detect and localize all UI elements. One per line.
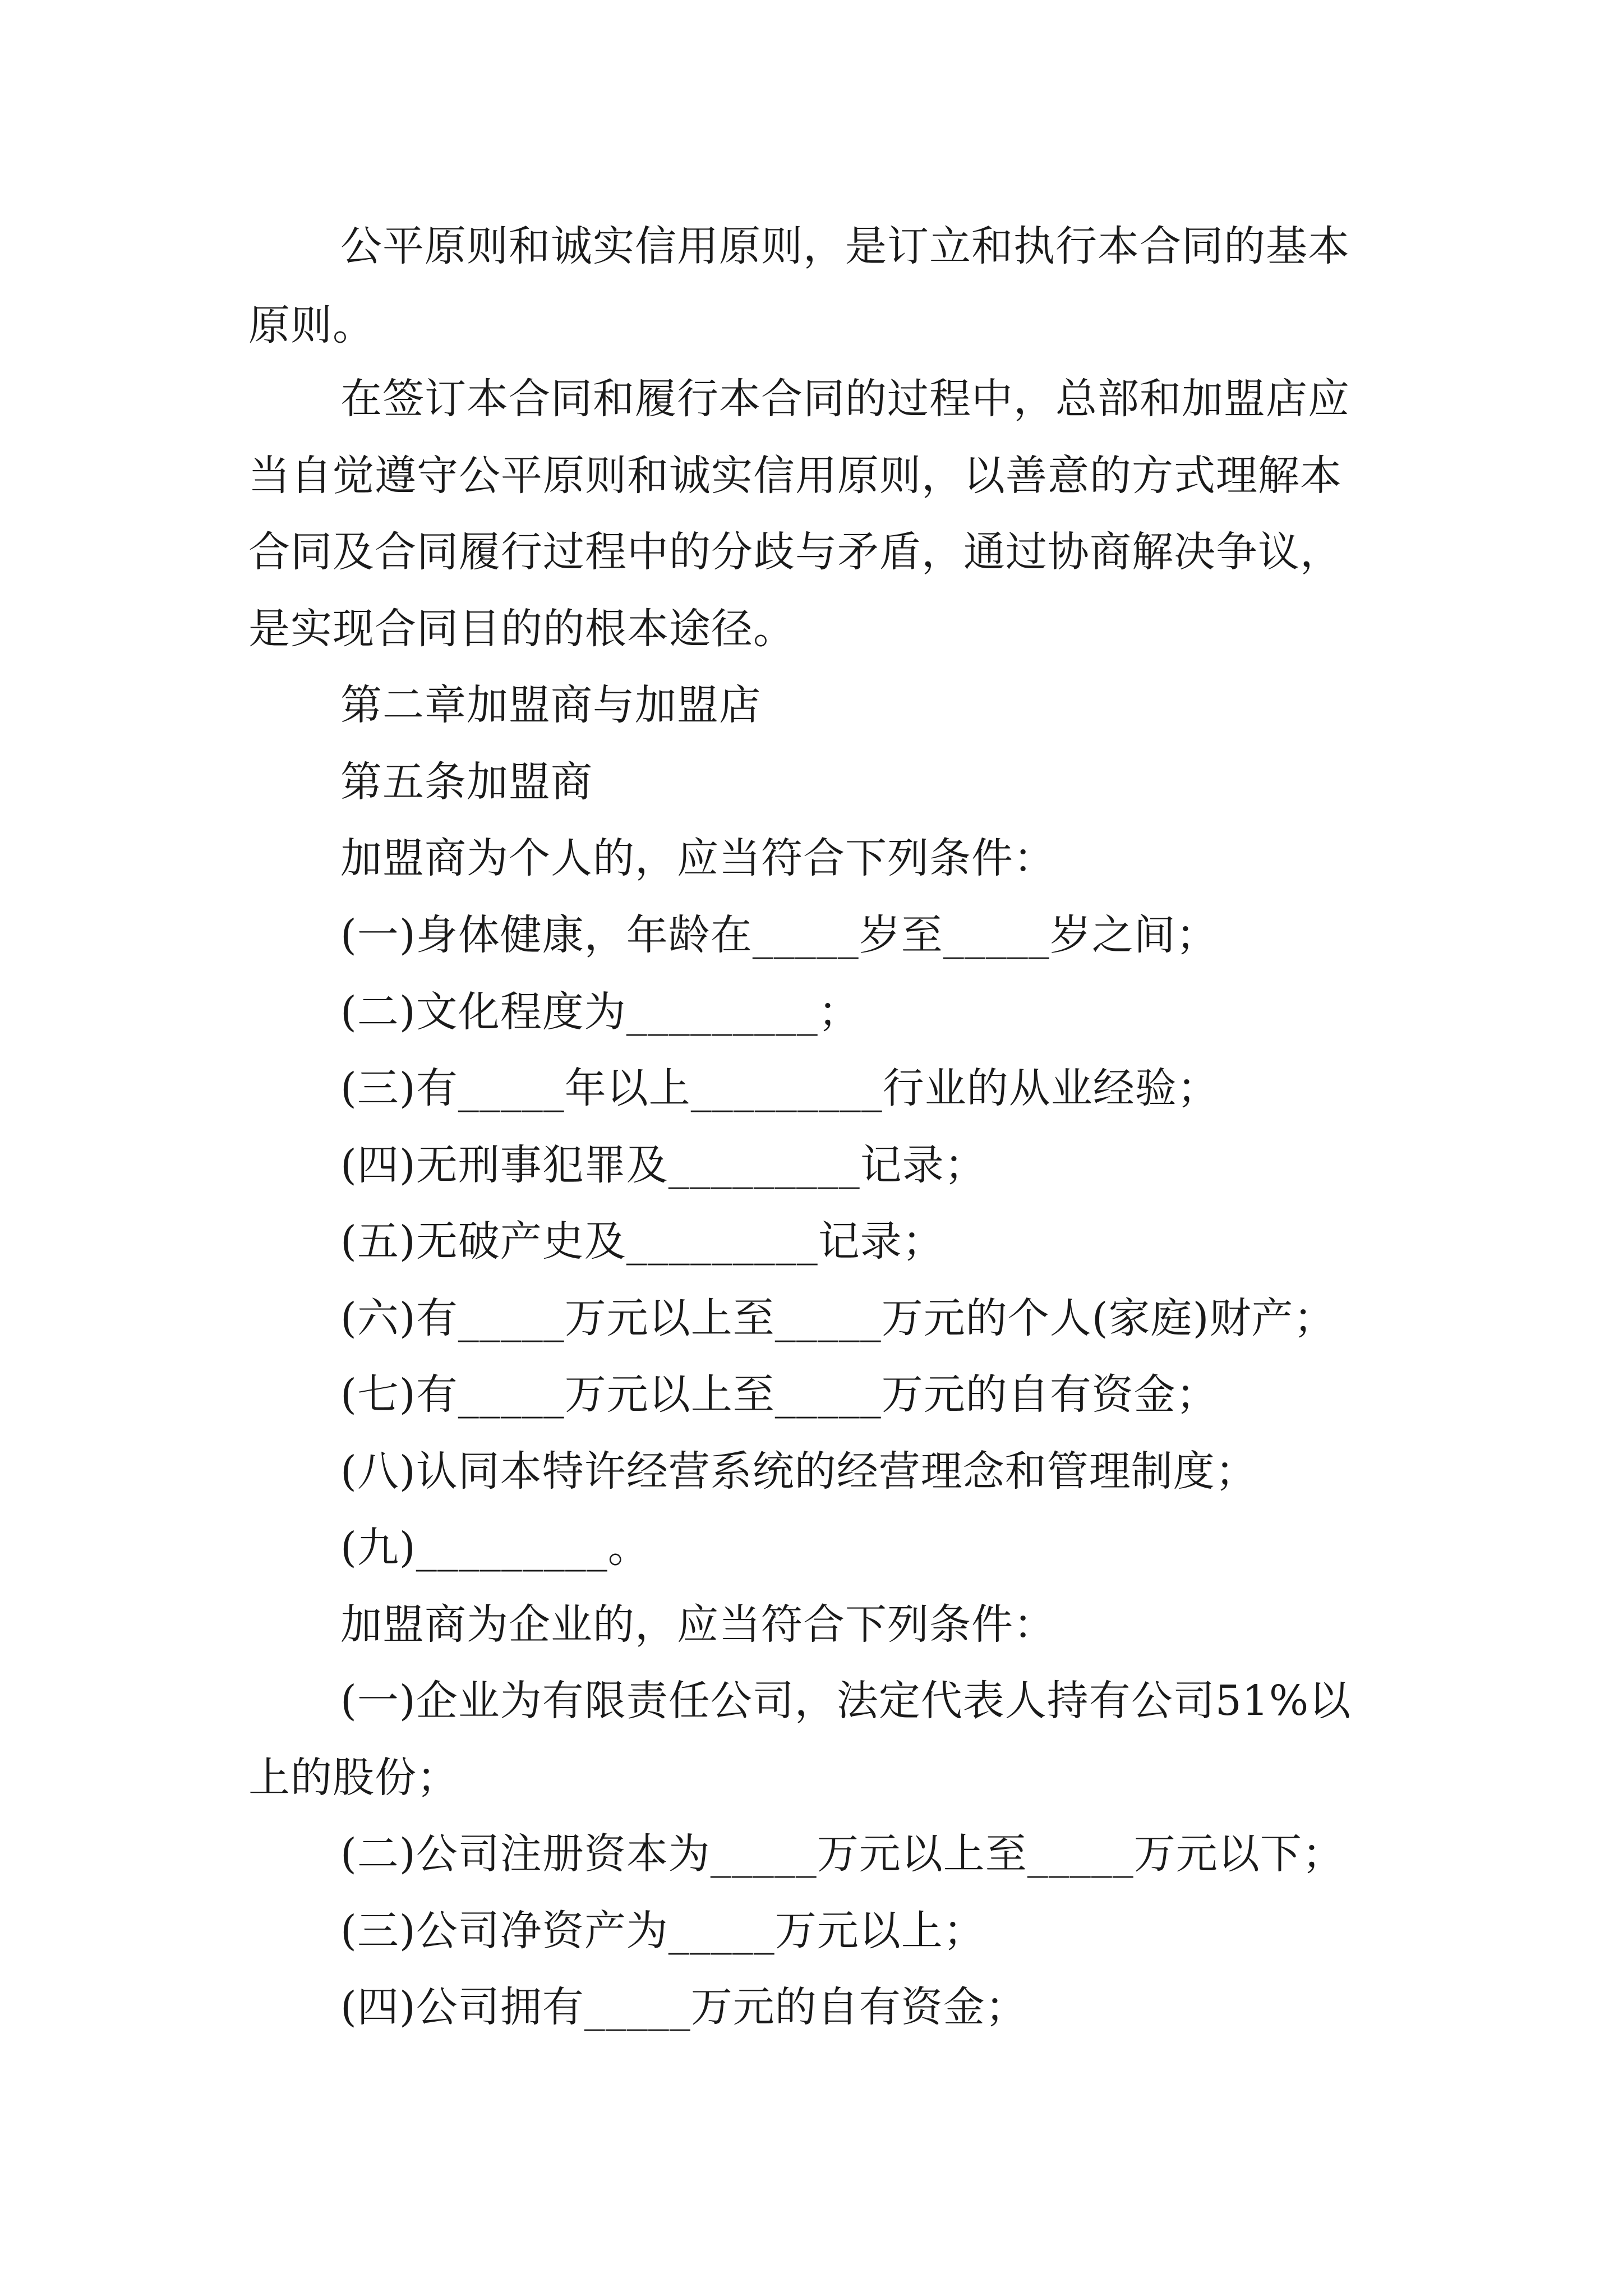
list-item: (九)_________。 [340, 1524, 650, 1572]
list-item: (二)文化程度为_________； [340, 988, 860, 1036]
list-item: (五)无破产史及_________记录； [340, 1217, 944, 1266]
paragraph-line: 原则。 [248, 301, 375, 349]
list-item: (六)有_____万元以上至_____万元的个人(家庭)财产； [340, 1294, 1336, 1342]
list-item: (二)公司注册资本为_____万元以上至_____万元以下； [340, 1830, 1344, 1878]
list-item: (三)有_____年以上_________行业的从业经验； [340, 1064, 1219, 1112]
list-item: (七)有_____万元以上至_____万元的自有资金； [340, 1370, 1218, 1419]
paragraph-line: 当自觉遵守公平原则和诚实信用原则，以善意的方式理解本 [248, 452, 1342, 500]
article-heading: 第五条加盟商 [340, 758, 593, 806]
list-item: (三)公司净资产为_____万元以上； [340, 1907, 985, 1955]
list-item: (四)无刑事犯罪及_________记录； [340, 1141, 986, 1189]
chapter-heading: 第二章加盟商与加盟店 [340, 681, 761, 729]
list-item: (八)认同本特许经营系统的经营理念和管理制度； [340, 1447, 1257, 1496]
list-item: (一)身体健康，年龄在_____岁至_____岁之间； [340, 911, 1218, 959]
paragraph-line: 合同及合同履行过程中的分歧与矛盾，通过协商解决争议， [248, 528, 1342, 576]
list-item: (一)企业为有限责任公司，法定代表人持有公司51%以 [340, 1677, 1352, 1725]
paragraph-line: 在签订本合同和履行本合同的过程中，总部和加盟店应 [340, 375, 1350, 423]
list-item-continuation: 上的股份； [248, 1754, 459, 1802]
paragraph-line: 是实现合同目的的根本途径。 [248, 605, 795, 653]
paragraph-line: 公平原则和诚实信用原则，是订立和执行本合同的基本 [340, 222, 1350, 270]
paragraph-line: 加盟商为企业的，应当符合下列条件： [340, 1600, 1055, 1649]
list-item: (四)公司拥有_____万元的自有资金； [340, 1983, 1027, 2031]
paragraph-line: 加盟商为个人的，应当符合下列条件： [340, 834, 1055, 882]
